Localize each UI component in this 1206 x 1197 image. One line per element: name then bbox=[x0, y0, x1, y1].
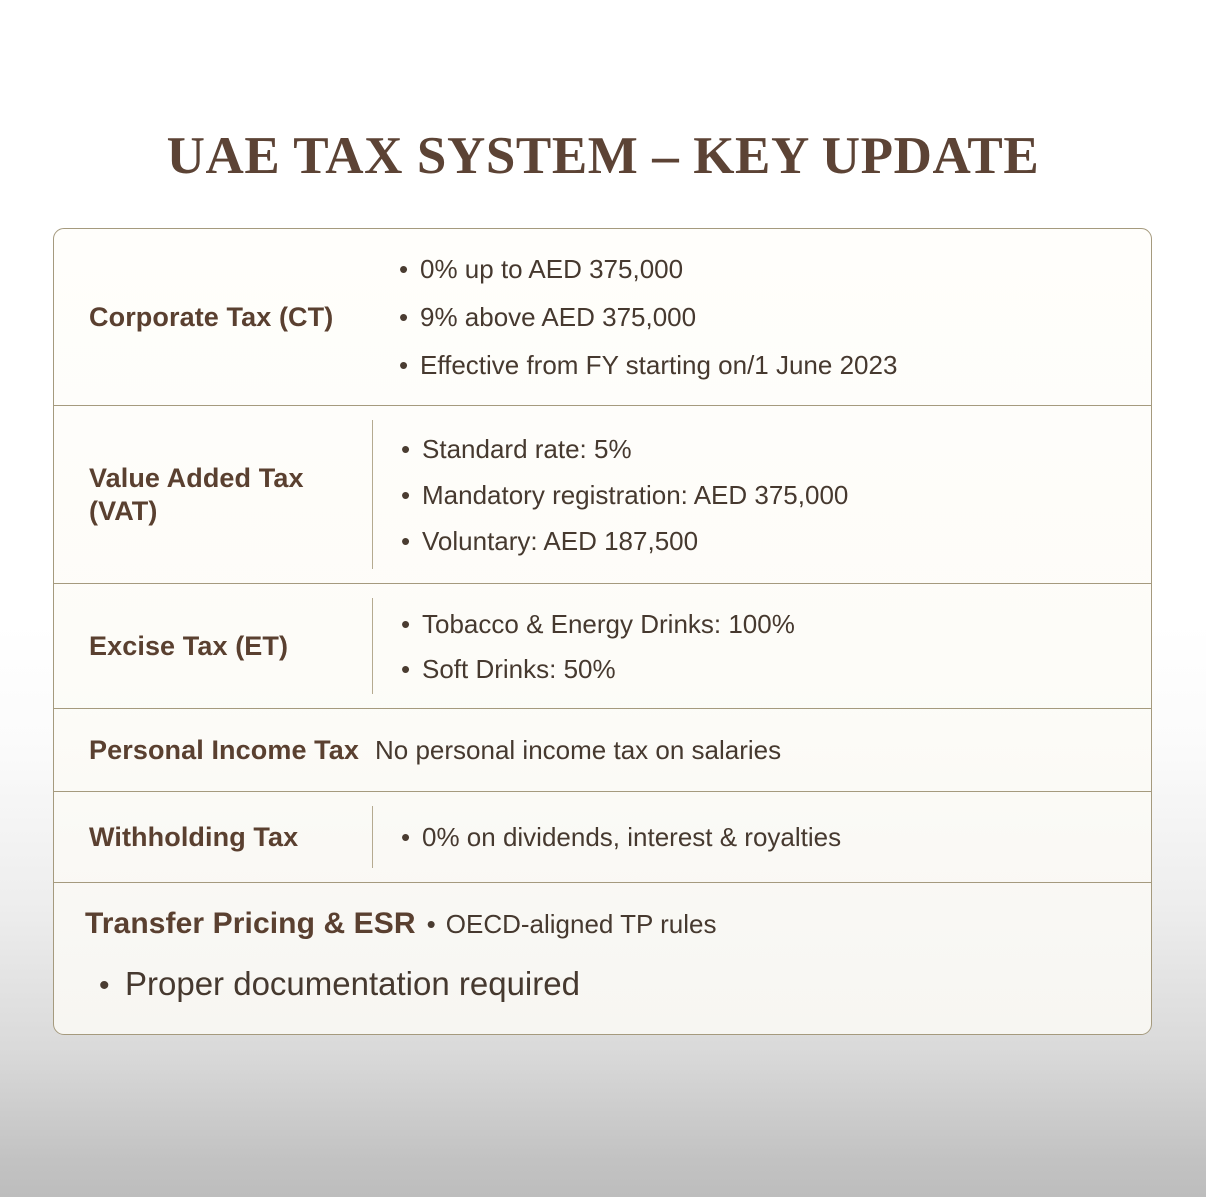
list-item-text: Soft Drinks: 50% bbox=[422, 653, 616, 684]
list-item bbox=[401, 824, 1151, 850]
list-item-text: Standard rate: 5% bbox=[422, 433, 632, 464]
list-item bbox=[401, 525, 1151, 556]
row-text: No personal income tax on salaries bbox=[375, 735, 782, 765]
list-item-text: OECD-aligned TP rules bbox=[445, 909, 717, 939]
bullet-icon: • bbox=[401, 822, 411, 852]
list-item bbox=[401, 433, 1151, 464]
row-content-transfer-pricing-line2 bbox=[54, 965, 1151, 1003]
bullet-icon: • bbox=[401, 525, 411, 556]
table-row bbox=[54, 883, 1151, 1034]
tax-summary-table bbox=[53, 228, 1152, 1035]
row-label-vat bbox=[54, 406, 372, 583]
bullet-icon: • bbox=[401, 653, 411, 684]
bullet-icon: • bbox=[426, 909, 436, 939]
table-row bbox=[54, 229, 1151, 406]
row-label-corporate-tax: Corporate Tax (CT) bbox=[89, 301, 334, 332]
list-item-text: 9% above AED 375,000 bbox=[420, 302, 697, 332]
row-label-excise-tax: Excise Tax (ET) bbox=[89, 630, 289, 661]
row-label-transfer-pricing: Transfer Pricing & ESR bbox=[85, 907, 416, 940]
row-content-personal-income-tax bbox=[375, 709, 1151, 791]
row-content-withholding-tax bbox=[373, 792, 1151, 882]
table-row bbox=[54, 584, 1151, 709]
row-label-withholding-tax: Withholding Tax bbox=[89, 821, 299, 852]
bullet-icon: • bbox=[401, 433, 411, 464]
page-title: UAE TAX SYSTEM – KEY UPDATE bbox=[166, 127, 1040, 185]
list-item bbox=[401, 653, 1151, 684]
row-content-transfer-pricing-line1 bbox=[54, 907, 1151, 941]
table-row bbox=[54, 406, 1151, 584]
bullet-icon: • bbox=[399, 302, 409, 332]
table-row bbox=[54, 709, 1151, 792]
bullet-icon: • bbox=[401, 479, 411, 510]
list-item-text: 0% on dividends, interest & royalties bbox=[422, 822, 842, 852]
list-item bbox=[401, 479, 1151, 510]
row-content-excise-tax bbox=[373, 584, 1151, 708]
list-item-text: Effective from FY starting on/1 June 2023 bbox=[420, 350, 898, 380]
list-item-text: Voluntary: AED 187,500 bbox=[422, 525, 699, 556]
list-item bbox=[401, 608, 1151, 639]
list-item bbox=[399, 304, 1151, 330]
list-item-text: 0% up to AED 375,000 bbox=[420, 254, 684, 284]
list-item bbox=[399, 256, 1151, 282]
row-label-vat-line2: (VAT) bbox=[89, 495, 158, 526]
list-item-text: Tobacco & Energy Drinks: 100% bbox=[422, 608, 795, 639]
table-row bbox=[54, 792, 1151, 883]
list-item-text: Mandatory registration: AED 375,000 bbox=[422, 479, 849, 510]
list-item bbox=[399, 352, 1151, 378]
bullet-icon: • bbox=[399, 254, 409, 284]
list-item-text: Proper documentation required bbox=[125, 965, 580, 1002]
row-content-vat bbox=[373, 406, 1151, 583]
bullet-icon: • bbox=[401, 608, 411, 639]
bullet-icon: • bbox=[399, 350, 409, 380]
row-label-vat-line1: Value Added Tax bbox=[89, 462, 304, 493]
row-content-corporate-tax bbox=[394, 229, 1151, 405]
row-label-personal-income-tax: Personal Income Tax bbox=[89, 734, 360, 765]
bullet-icon: • bbox=[99, 969, 110, 1002]
